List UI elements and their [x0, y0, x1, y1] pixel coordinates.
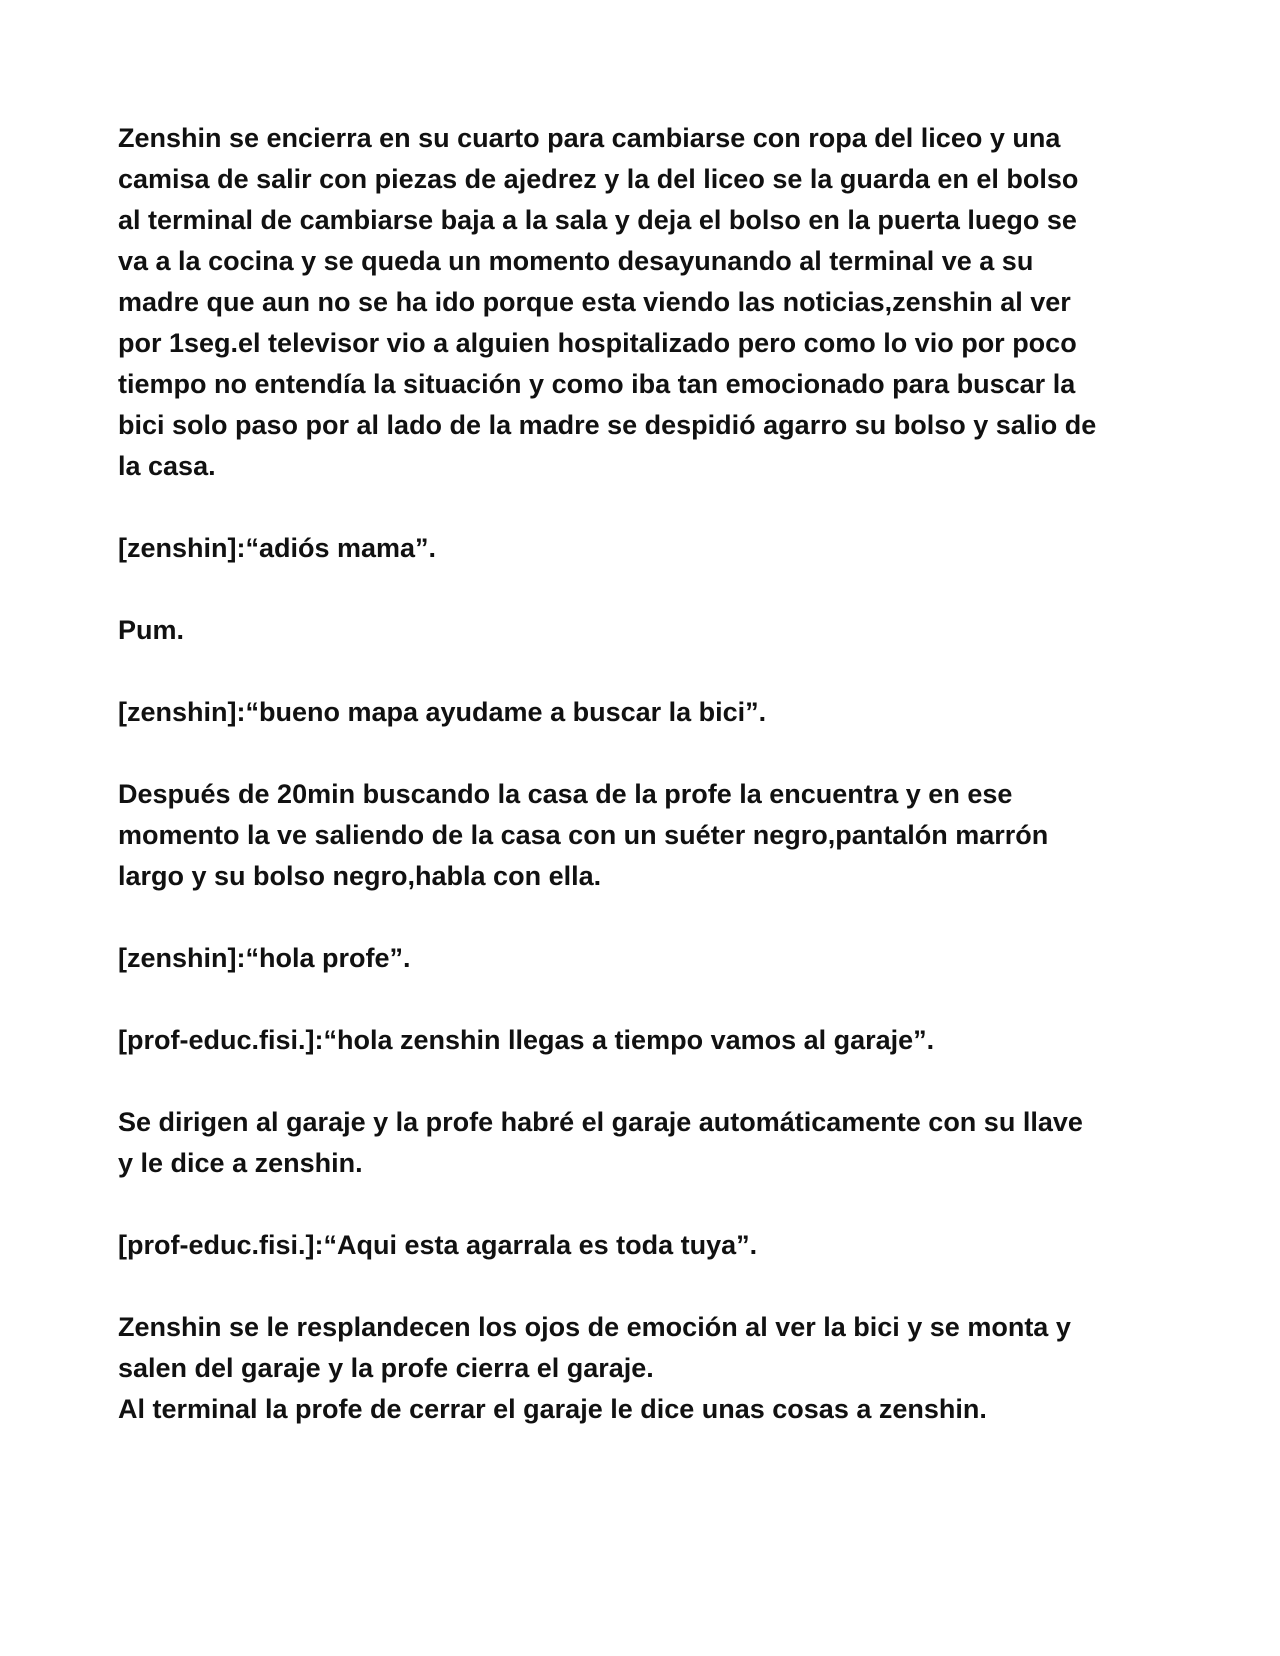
dialogue-zenshin-goodbye — [118, 528, 1168, 569]
paragraph-intro — [118, 118, 1168, 487]
sound-effect — [118, 610, 1168, 651]
text-line: [prof-educ.fisi.]:“Aqui esta agarrala es toda tuya”. — [118, 1230, 758, 1260]
text-line: tiempo no entendía la situación y como iba tan emocionado para buscar la — [118, 369, 1076, 399]
document-page — [118, 118, 1168, 1471]
text-line: y le dice a zenshin. — [118, 1148, 363, 1178]
dialogue-teacher-garage — [118, 1020, 1168, 1061]
text-line: momento la ve saliendo de la casa con un suéter negro,pantalón marrón — [118, 820, 1049, 850]
text-line: Después de 20min buscando la casa de la profe la encuentra y en ese — [118, 779, 1013, 809]
text-line: madre que aun no se ha ido porque esta viendo las noticias,zenshin al ver — [118, 287, 1071, 317]
text-line: Zenshin se encierra en su cuarto para cambiarse con ropa del liceo y una — [118, 123, 1061, 153]
paragraph-ending — [118, 1307, 1168, 1430]
text-line: Zenshin se le resplandecen los ojos de emoción al ver la bici y se monta y — [118, 1312, 1071, 1342]
text-line: Pum. — [118, 615, 185, 645]
text-line: la casa. — [118, 451, 216, 481]
dialogue-zenshin-hello — [118, 938, 1168, 979]
text-line: Se dirigen al garaje y la profe habré el garaje automáticamente con su llave — [118, 1107, 1083, 1137]
text-line: al terminal de cambiarse baja a la sala y deja el bolso en la puerta luego se — [118, 205, 1077, 235]
text-line: [prof-educ.fisi.]:“hola zenshin llegas a tiempo vamos al garaje”. — [118, 1025, 935, 1055]
text-line: largo y su bolso negro,habla con ella. — [118, 861, 602, 891]
text-line: [zenshin]:“hola profe”. — [118, 943, 411, 973]
paragraph-search — [118, 774, 1168, 897]
dialogue-teacher-bike — [118, 1225, 1168, 1266]
text-line: camisa de salir con piezas de ajedrez y la del liceo se la guarda en el bolso — [118, 164, 1079, 194]
text-line: bici solo paso por al lado de la madre se despidió agarro su bolso y salio de — [118, 410, 1097, 440]
text-line: va a la cocina y se queda un momento desayunando al terminal ve a su — [118, 246, 1034, 276]
text-line: Al terminal la profe de cerrar el garaje le dice unas cosas a zenshin. — [118, 1394, 987, 1424]
text-line: [zenshin]:“bueno mapa ayudame a buscar la bici”. — [118, 697, 767, 727]
text-line: por 1seg.el televisor vio a alguien hospitalizado pero como lo vio por poco — [118, 328, 1077, 358]
text-line: [zenshin]:“adiós mama”. — [118, 533, 437, 563]
paragraph-garage — [118, 1102, 1168, 1184]
text-line: salen del garaje y la profe cierra el garaje. — [118, 1353, 654, 1383]
dialogue-zenshin-map — [118, 692, 1168, 733]
